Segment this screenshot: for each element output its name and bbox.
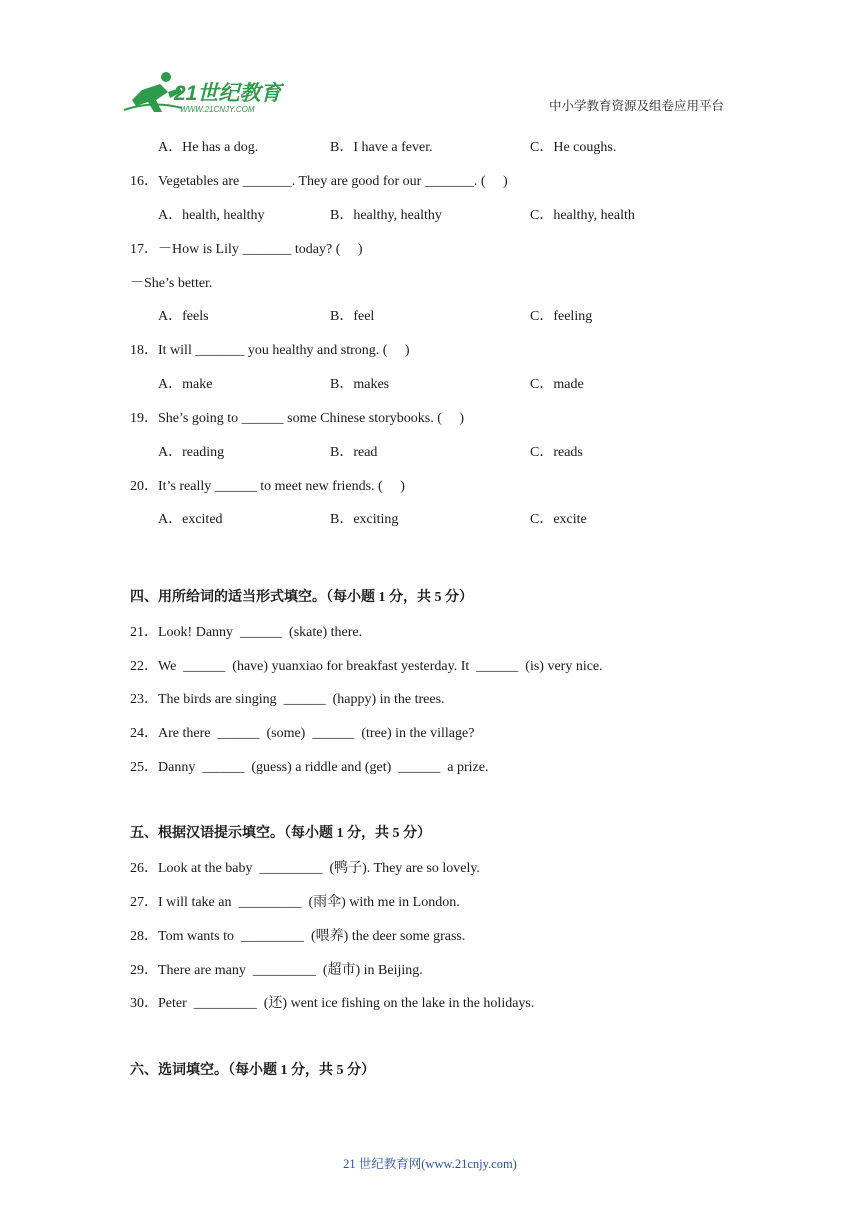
question-18: 18．It will _______ you healthy and strong. ( )	[130, 343, 410, 358]
question-20: 20．It’s really ______ to meet new friends. ( )	[130, 479, 405, 494]
question-29: 29．There are many _________ (超市) in Beijing.	[130, 963, 423, 978]
question-25: 25．Danny ______ (guess) a riddle and (get) ______ a prize.	[130, 760, 489, 775]
section-5-title: 五、根据汉语提示填空。（每小题 1 分，共 5 分）	[130, 826, 431, 841]
q20-option-c: C．excite	[530, 512, 587, 527]
question-27: 27．I will take an _________ (雨伞) with me in London.	[130, 895, 460, 910]
site-logo	[122, 70, 292, 116]
runner-logo-icon	[122, 70, 292, 116]
question-26: 26．Look at the baby _________ (鸭子). They are so lovely.	[130, 861, 480, 876]
question-23: 23．The birds are singing ______ (happy) in the trees.	[130, 692, 445, 707]
question-17: 17．－How is Lily _______ today? ( )	[130, 242, 363, 257]
question-19: 19．She’s going to ______ some Chinese storybooks. ( )	[130, 411, 465, 426]
q19-option-a: A．reading	[158, 445, 225, 460]
q18-option-b: B．makes	[330, 377, 390, 392]
question-24: 24．Are there ______ (some) ______ (tree) in the village?	[130, 726, 475, 741]
question-21: 21．Look! Danny ______ (skate) there.	[130, 625, 363, 640]
question-16: 16．Vegetables are _______. They are good for our _______. ( )	[130, 174, 508, 189]
q16-option-a: A．health, healthy	[158, 208, 265, 223]
logo-url: WWW.21CNJY.COM	[180, 105, 255, 114]
question-30: 30．Peter _________ (还) went ice fishing on the lake in the holidays.	[130, 996, 535, 1011]
q16-option-b: B．healthy, healthy	[330, 208, 442, 223]
q20-option-b: B．exciting	[330, 512, 399, 527]
q16-option-c: C．healthy, health	[530, 208, 635, 223]
q15-option-c: C．He coughs.	[530, 140, 617, 155]
q18-option-a: A．make	[158, 377, 213, 392]
q17-option-c: C．feeling	[530, 309, 593, 324]
section-4-title: 四、用所给词的适当形式填空。（每小题 1 分，共 5 分）	[130, 590, 473, 605]
question-28: 28．Tom wants to _________ (喂养) the deer some grass.	[130, 929, 466, 944]
question-17-reply: －She’s better.	[130, 276, 213, 291]
q19-option-b: B．read	[330, 445, 378, 460]
question-22: 22．We ______ (have) yuanxiao for breakfast yesterday. It ______ (is) very nice.	[130, 659, 603, 674]
page-footer: 21 世纪教育网(www.21cnjy.com)	[343, 1157, 517, 1171]
q15-option-a: A．He has a dog.	[158, 140, 259, 155]
q18-option-c: C．made	[530, 377, 584, 392]
q17-option-b: B．feel	[330, 309, 375, 324]
q15-option-b: B．I have a fever.	[330, 140, 433, 155]
header-platform-text: 中小学教育资源及组卷应用平台	[549, 99, 725, 113]
logo-text: 21世纪教育	[174, 82, 282, 105]
q20-option-a: A．excited	[158, 512, 223, 527]
q19-option-c: C．reads	[530, 445, 583, 460]
q17-option-a: A．feels	[158, 309, 209, 324]
section-6-title: 六、选词填空。（每小题 1 分，共 5 分）	[130, 1063, 375, 1078]
